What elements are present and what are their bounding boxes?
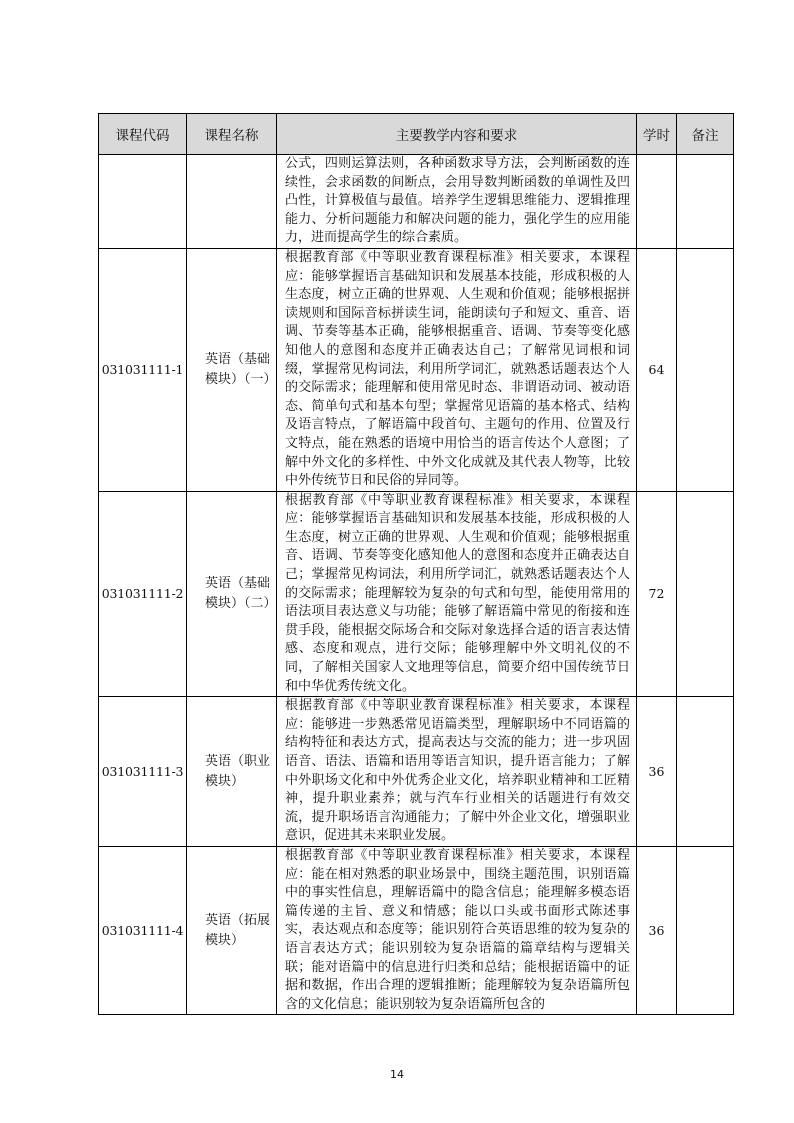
course-code-cell: 031031111-4	[99, 846, 187, 1014]
header-course-name: 课程名称	[187, 114, 277, 155]
course-content-cell: 根据教育部《中等职业教育课程标准》相关要求，本课程应：能够掌握语言基础知识和发展基本技能，形成积极的人生态度，树立正确的世界观、人生观和价值观；能够根据拼读规则和国际音标拼读生词，能朗读句子和短文、重音、语调、节奏等基本正确，能够根据重音、语调、节奏等变化感知他人的意图和态度并正确表达自己；了解常见词根和词缀，掌握常见构词法，利用所学词汇，就熟悉话题表达个人的交际需求；能理解和使用常见时态、非谓语动词、被动语态、简单句式和基本句型；掌握常见语篇的基本格式、结构及语言特点，了解语篇中段首句、主题句的作用、位置及行文特点，能在熟悉的语境中用恰当的语言传达个人意图；了解中外文化的多样性、中外文化成就及其代表人物等，比较中外传统节日和民俗的异同等。	[277, 248, 637, 491]
header-note: 备注	[677, 114, 734, 155]
table-row	[99, 697, 734, 847]
page-number: 14	[390, 1068, 404, 1081]
table-row	[99, 248, 734, 491]
table-row	[99, 491, 734, 697]
table-header-row	[99, 114, 734, 155]
course-name-cell: 英语（职业模块）	[187, 697, 277, 847]
course-name-cell	[187, 155, 277, 249]
header-content: 主要教学内容和要求	[277, 114, 637, 155]
course-note-cell	[677, 155, 734, 249]
course-hours-cell: 36	[637, 846, 677, 1014]
header-hours: 学时	[637, 114, 677, 155]
course-code-cell: 031031111-3	[99, 697, 187, 847]
course-hours-cell: 36	[637, 697, 677, 847]
course-code-cell: 031031111-1	[99, 248, 187, 491]
course-hours-cell: 64	[637, 248, 677, 491]
course-hours-cell	[637, 155, 677, 249]
table-row	[99, 846, 734, 1014]
course-note-cell	[677, 491, 734, 697]
course-content-cell: 公式，四则运算法则，各种函数求导方法，会判断函数的连续性，会求函数的间断点，会用导数判断函数的单调性及凹凸性，计算极值与最值。培养学生逻辑思维能力、逻辑推理能力、分析问题能力和解决问题的能力，强化学生的应用能力，进而提高学生的综合素质。	[277, 155, 637, 249]
course-code-cell	[99, 155, 187, 249]
course-table	[98, 113, 734, 1015]
course-code-cell: 031031111-2	[99, 491, 187, 697]
course-name-cell: 英语（基础模块）（二）	[187, 491, 277, 697]
course-name-cell: 英语（基础模块）（一）	[187, 248, 277, 491]
course-content-cell: 根据教育部《中等职业教育课程标准》相关要求，本课程应：能够进一步熟悉常见语篇类型，理解职场中不同语篇的结构特征和表达方式，提高表达与交流的能力；进一步巩固语音、语法、语篇和语用等语言知识，提升语言能力；了解中外职场文化和中外优秀企业文化，培养职业精神和工匠精神，提升职业素养；就与汽车行业相关的话题进行有效交流，提升职场语言沟通能力；了解中外企业文化，增强职业意识，促进其未来职业发展。	[277, 697, 637, 847]
course-note-cell	[677, 846, 734, 1014]
course-name-cell: 英语（拓展模块）	[187, 846, 277, 1014]
course-content-cell: 根据教育部《中等职业教育课程标准》相关要求，本课程应：能在相对熟悉的职业场景中，围绕主题范围，识别语篇中的事实性信息，理解语篇中的隐含信息；能理解多模态语篇传递的主旨、意义和情感；能以口头或书面形式陈述事实，表达观点和态度等；能识别符合英语思维的较为复杂的语言表达方式；能识别较为复杂语篇的篇章结构与逻辑关联；能对语篇中的信息进行归类和总结；能根据语篇中的证据和数据，作出合理的逻辑推断；能理解较为复杂语篇所包含的文化信息；能识别较为复杂语篇所包含的	[277, 846, 637, 1014]
course-content-cell: 根据教育部《中等职业教育课程标准》相关要求，本课程应：能够掌握语言基础知识和发展基本技能，形成积极的人生态度，树立正确的世界观、人生观和价值观；能够根据重音、语调、节奏等变化感知他人的意图和态度并正确表达自己；掌握常见构词法，利用所学词汇，就熟悉话题表达个人的交际需求；能理解较为复杂的句式和句型，能使用常用的语法项目表达意义与功能；能够了解语篇中常见的衔接和连贯手段，能根据交际场合和交际对象选择合适的语言表达情感、态度和观点，进行交际；能够理解中外文明礼仪的不同，了解相关国家人文地理等信息，简要介绍中国传统节日和中华优秀传统文化。	[277, 491, 637, 697]
course-hours-cell: 72	[637, 491, 677, 697]
course-note-cell	[677, 248, 734, 491]
course-note-cell	[677, 697, 734, 847]
header-course-code: 课程代码	[99, 114, 187, 155]
table-row	[99, 155, 734, 249]
